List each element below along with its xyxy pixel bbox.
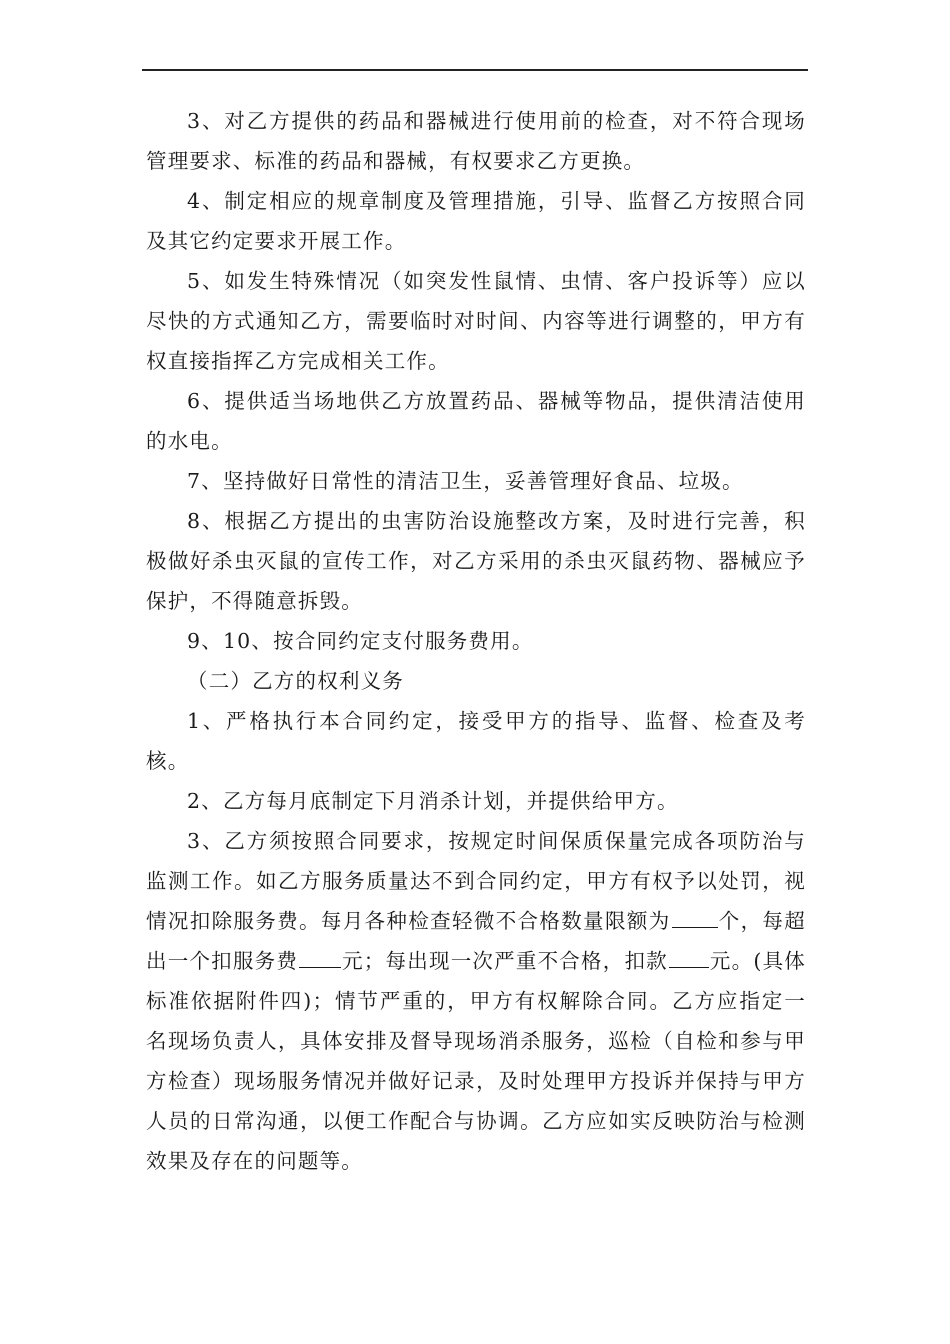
- paragraph-item-5: 5、如发生特殊情况（如突发性鼠情、虫情、客户投诉等）应以尽快的方式通知乙方，需要临时对时间、内容等进行调整的，甲方有权直接指挥乙方完成相关工作。: [146, 269, 806, 373]
- header-rule: [142, 69, 808, 71]
- paragraph-b-item-2: 2、乙方每月底制定下月消杀计划，并提供给甲方。: [187, 789, 679, 813]
- paragraph-item-6: 6、提供适当场地供乙方放置药品、器械等物品，提供清洁使用的水电。: [146, 389, 806, 453]
- paragraph-item-9-10: 9、10、按合同约定支付服务费用。: [187, 629, 534, 653]
- paragraph-item-3: 3、对乙方提供的药品和器械进行使用前的检查，对不符合现场管理要求、标准的药品和器械，有权要求乙方更换。: [146, 109, 806, 173]
- blank-serious-penalty: [669, 941, 709, 968]
- paragraph-item-4: 4、制定相应的规章制度及管理措施，引导、监督乙方按照合同及其它约定要求开展工作。: [146, 189, 806, 253]
- paragraph-b-item-3-part1: 3、乙方须按照合同要求，按规定时间保质保量完成各项防治与监测工作。如乙方服务质量达不到合同约定，甲方有权予以处罚，视情况扣除服务费。每月各种检查轻微不合格数量限额为: [146, 829, 806, 933]
- paragraph-b-item-3-part4: 元。(具体标准依据附件四)；情节严重的，甲方有权解除合同。乙方应指定一名现场负责人，具体安排及督导现场消杀服务，巡检（自检和参与甲方检查）现场服务情况并做好记录，及时处理甲方投诉并保持与甲方人员的日常沟通，以便工作配合与协调。乙方应如实反映防治与检测效果及存在的问题等。: [146, 949, 807, 1173]
- paragraph-b-item-3-part2: 个，每超出一个扣服务费: [146, 909, 806, 973]
- blank-limit-count: [672, 901, 718, 928]
- paragraph-item-7: 7、坚持做好日常性的清洁卫生，妥善管理好食品、垃圾。: [187, 469, 744, 493]
- paragraph-b-item-3-part3: 元；每出现一次严重不合格，扣款: [342, 949, 668, 973]
- paragraph-b-item-3: [146, 821, 806, 1181]
- paragraph-b-item-1: 1、严格执行本合同约定，接受甲方的指导、监督、检查及考核。: [146, 709, 806, 773]
- document-body: [146, 101, 806, 1181]
- blank-fee-per-excess: [299, 941, 341, 968]
- section-heading-party-b: （二）乙方的权利义务: [187, 669, 404, 693]
- paragraph-item-8: 8、根据乙方提出的虫害防治设施整改方案，及时进行完善，积极做好杀虫灭鼠的宣传工作，对乙方采用的杀虫灭鼠药物、器械应予保护，不得随意拆毁。: [146, 509, 806, 613]
